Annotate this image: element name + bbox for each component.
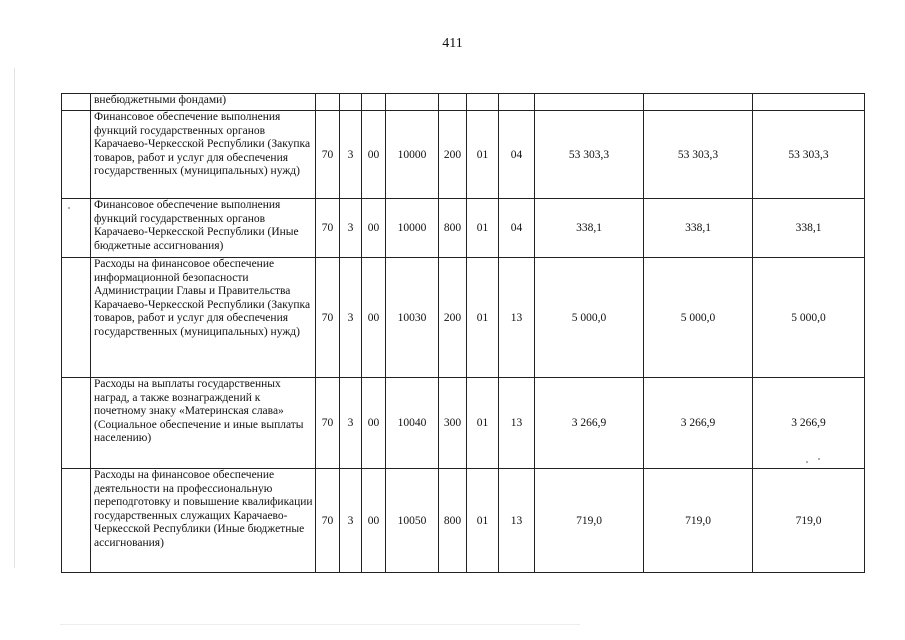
code-om: 00	[362, 258, 386, 378]
amount-year-2: 338,1	[644, 199, 753, 258]
code-gp	[316, 94, 340, 111]
code-pr: 13	[499, 469, 535, 573]
code-pr	[499, 94, 535, 111]
code-pr: 13	[499, 258, 535, 378]
budget-table	[61, 93, 865, 573]
code-pr: 04	[499, 111, 535, 199]
amount-year-3	[753, 94, 865, 111]
table-row	[62, 94, 865, 111]
code-pgp: 3	[340, 378, 362, 469]
code-vr	[439, 94, 467, 111]
margin-cell	[62, 199, 91, 258]
code-pr: 13	[499, 378, 535, 469]
amount-year-1	[535, 94, 644, 111]
code-pgp	[340, 94, 362, 111]
scan-edge	[14, 68, 15, 568]
table-row	[62, 258, 865, 378]
code-rz: 01	[467, 469, 499, 573]
table-row	[62, 111, 865, 199]
code-vr: 300	[439, 378, 467, 469]
code-gp: 70	[316, 199, 340, 258]
code-om: 00	[362, 469, 386, 573]
code-gp: 70	[316, 258, 340, 378]
code-pgp: 3	[340, 199, 362, 258]
amount-year-3: 338,1	[753, 199, 865, 258]
scan-edge	[60, 624, 580, 625]
amount-year-1: 719,0	[535, 469, 644, 573]
code-rz: 01	[467, 111, 499, 199]
amount-year-2: 53 303,3	[644, 111, 753, 199]
code-rz: 01	[467, 258, 499, 378]
code-direction	[386, 94, 439, 111]
code-direction: 10000	[386, 199, 439, 258]
amount-year-3: 719,0	[753, 469, 865, 573]
code-om	[362, 94, 386, 111]
row-description: Финансовое обеспечение выполнения функций государственных органов Карачаево-Черкесской Республики (Закупка товаров, работ и услуг для обеспечения государственных (муниципальных) нужд)	[91, 111, 316, 199]
row-description: внебюджетными фондами)	[91, 94, 316, 111]
row-description: Расходы на финансовое обеспечение деятельности на профессиональную переподготовку и повышение квалификации государственных служащих Карачаево-Черкесской Республики (Иные бюджетные ассигнования)	[91, 469, 316, 573]
amount-year-3: 3 266,9	[753, 378, 865, 469]
code-pgp: 3	[340, 258, 362, 378]
code-rz	[467, 94, 499, 111]
row-description: Финансовое обеспечение выполнения функций государственных органов Карачаево-Черкесской Республики (Иные бюджетные ассигнования)	[91, 199, 316, 258]
table-row	[62, 469, 865, 573]
table-row	[62, 199, 865, 258]
row-description: Расходы на выплаты государственных наград, а также вознаграждений к почетному знаку «Материнская слава» (Социальное обеспечение и иные выплаты населению)	[91, 378, 316, 469]
code-pgp: 3	[340, 469, 362, 573]
code-gp: 70	[316, 111, 340, 199]
code-direction: 10000	[386, 111, 439, 199]
code-direction: 10050	[386, 469, 439, 573]
amount-year-1: 53 303,3	[535, 111, 644, 199]
code-gp: 70	[316, 378, 340, 469]
code-vr: 800	[439, 469, 467, 573]
margin-cell	[62, 258, 91, 378]
code-direction: 10030	[386, 258, 439, 378]
margin-cell	[62, 111, 91, 199]
amount-year-1: 5 000,0	[535, 258, 644, 378]
code-rz: 01	[467, 199, 499, 258]
code-rz: 01	[467, 378, 499, 469]
code-vr: 800	[439, 199, 467, 258]
page-number: 411	[442, 36, 463, 51]
code-om: 00	[362, 378, 386, 469]
amount-year-3: 53 303,3	[753, 111, 865, 199]
code-om: 00	[362, 199, 386, 258]
amount-year-2: 5 000,0	[644, 258, 753, 378]
amount-year-1: 338,1	[535, 199, 644, 258]
row-description: Расходы на финансовое обеспечение информационной безопасности Администрации Главы и Правительства Карачаево-Черкесской Республики (Закупка товаров, работ и услуг для обеспечения государственных (муниципальных) нужд)	[91, 258, 316, 378]
amount-year-2: 3 266,9	[644, 378, 753, 469]
code-vr: 200	[439, 111, 467, 199]
code-vr: 200	[439, 258, 467, 378]
amount-year-2: 719,0	[644, 469, 753, 573]
margin-cell	[62, 378, 91, 469]
code-pgp: 3	[340, 111, 362, 199]
amount-year-2	[644, 94, 753, 111]
table-row	[62, 378, 865, 469]
code-pr: 04	[499, 199, 535, 258]
margin-cell	[62, 469, 91, 573]
margin-cell	[62, 94, 91, 111]
code-gp: 70	[316, 469, 340, 573]
amount-year-3: 5 000,0	[753, 258, 865, 378]
amount-year-1: 3 266,9	[535, 378, 644, 469]
code-om: 00	[362, 111, 386, 199]
code-direction: 10040	[386, 378, 439, 469]
